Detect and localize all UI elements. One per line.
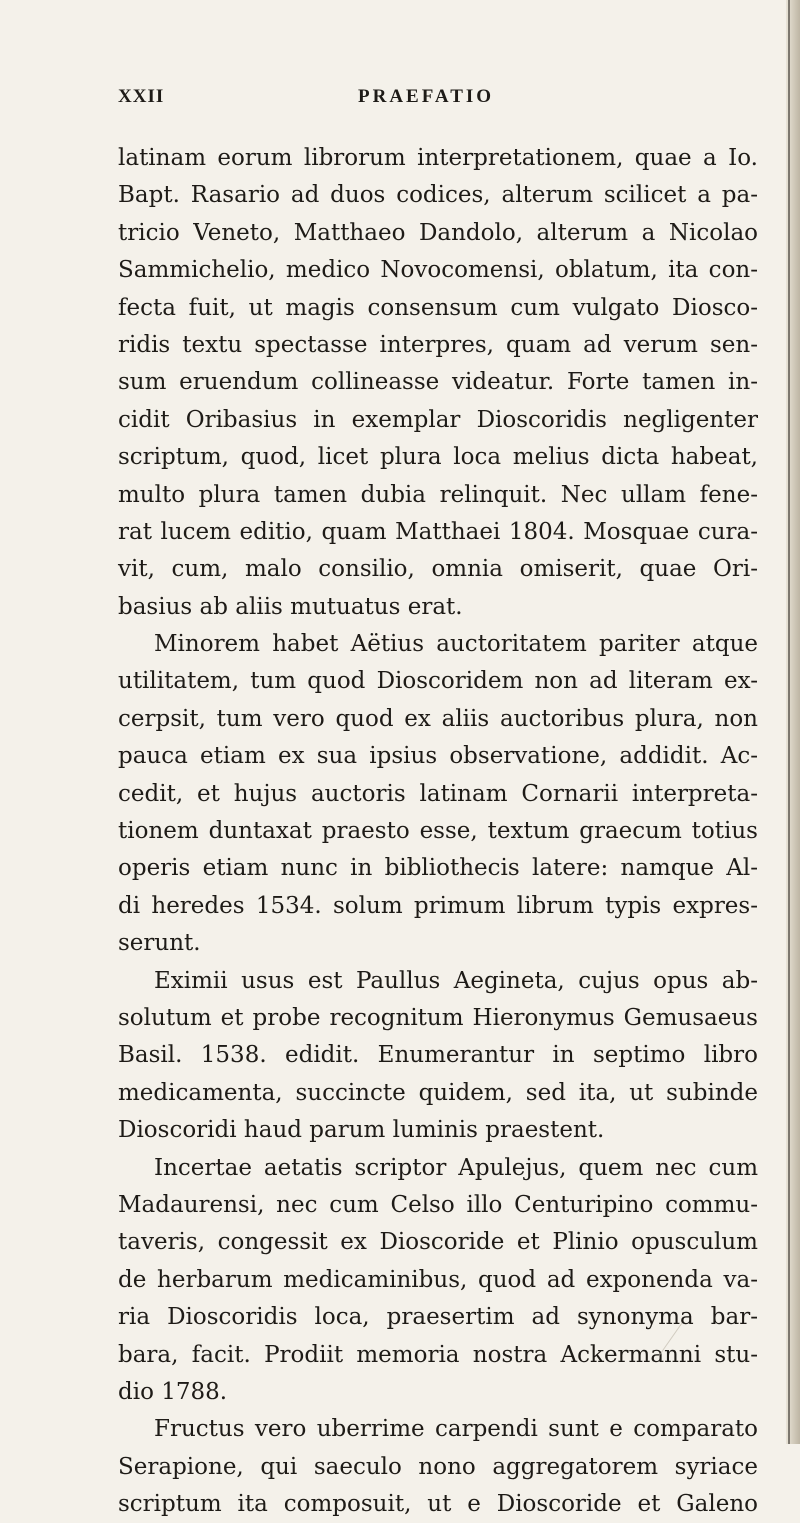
text-line: serunt. [118, 930, 201, 957]
page-header [118, 86, 758, 116]
text-line: multo plura tamen dubia relinquit. Nec ullam fene- [118, 481, 758, 508]
text-line: cidit Oribasius in exemplar Dioscoridis negligenter [118, 406, 758, 433]
text-line: de herbarum medicaminibus, quod ad exponenda va- [118, 1266, 758, 1293]
text-line: Eximii usus est Paullus Aegineta, cujus opus ab- [154, 967, 758, 994]
text-line: vit, cum, malo consilio, omnia omiserit, quae Ori- [118, 556, 758, 583]
text-line: Bapt. Rasario ad duos codices, alterum scilicet a pa- [118, 182, 758, 209]
text-line: solutum et probe recognitum Hieronymus Gemusaeus [118, 1004, 758, 1031]
text-line: fecta fuit, ut magis consensum cum vulgato Diosco- [118, 294, 758, 321]
text-line: medicamenta, succincte quidem, sed ita, ut subinde [118, 1079, 758, 1106]
text-line: ria Dioscoridis loca, praesertim ad synonyma bar- [118, 1304, 758, 1331]
text-line: latinam eorum librorum interpretationem, quae a Io. [118, 145, 758, 171]
text-line: utilitatem, tum quod Dioscoridem non ad literam ex- [118, 668, 758, 695]
text-line: rat lucem editio, quam Matthaei 1804. Mosquae cura- [118, 518, 758, 545]
text-line: Dioscoridi haud parum luminis praestent. [118, 1117, 605, 1144]
text-line: tricio Veneto, Matthaeo Dandolo, alterum a Nicolao [118, 219, 758, 246]
text-line: Sammichelio, medico Novocomensi, oblatum, ita con- [118, 257, 758, 284]
text-line: Incertae aetatis scriptor Apulejus, quem nec cum [154, 1154, 758, 1181]
text-line: scriptum ita composuit, ut e Dioscoride et Galeno [118, 1491, 758, 1518]
text-line: Basil. 1538. edidit. Enumerantur in septimo libro [118, 1042, 758, 1069]
text-line: cedit, et hujus auctoris latinam Cornarii interpreta- [118, 780, 758, 807]
text-line: Madaurensi, nec cum Celso illo Centuripino commu- [118, 1191, 758, 1218]
text-line: di heredes 1534. solum primum librum typis expres- [118, 892, 758, 919]
text-line: ridis textu spectasse interpres, quam ad verum sen- [118, 331, 758, 358]
text-line: scriptum, quod, licet plura loca melius dicta habeat, [118, 444, 758, 471]
text-line: Serapione, qui saeculo nono aggregatorem syriace [118, 1453, 758, 1480]
text-body [118, 140, 758, 1523]
page-number: XXII [118, 86, 165, 107]
text-line: sum eruendum collineasse videatur. Forte tamen in- [118, 369, 758, 396]
text-line: bara, facit. Prodiit memoria nostra Ackermanni stu- [118, 1341, 758, 1368]
running-head: PRAEFATIO [358, 86, 495, 107]
text-line: taveris, congessit ex Dioscoride et Plinio opusculum [118, 1229, 758, 1256]
text-line: Fructus vero uberrime carpendi sunt e comparato [154, 1416, 758, 1443]
text-line: basius ab aliis mutuatus erat. [118, 593, 463, 620]
text-line: tionem duntaxat praesto esse, textum graecum totius [118, 818, 758, 845]
text-line: operis etiam nunc in bibliothecis latere: namque Al- [118, 855, 758, 882]
text-line: cerpsit, tum vero quod ex aliis auctoribus plura, non [118, 705, 758, 732]
page-edge [786, 0, 800, 1444]
text-line: Minorem habet Aëtius auctoritatem pariter atque [154, 631, 758, 658]
text-line: pauca etiam ex sua ipsius observatione, addidit. Ac- [118, 743, 758, 770]
text-line: dio 1788. [118, 1378, 228, 1405]
